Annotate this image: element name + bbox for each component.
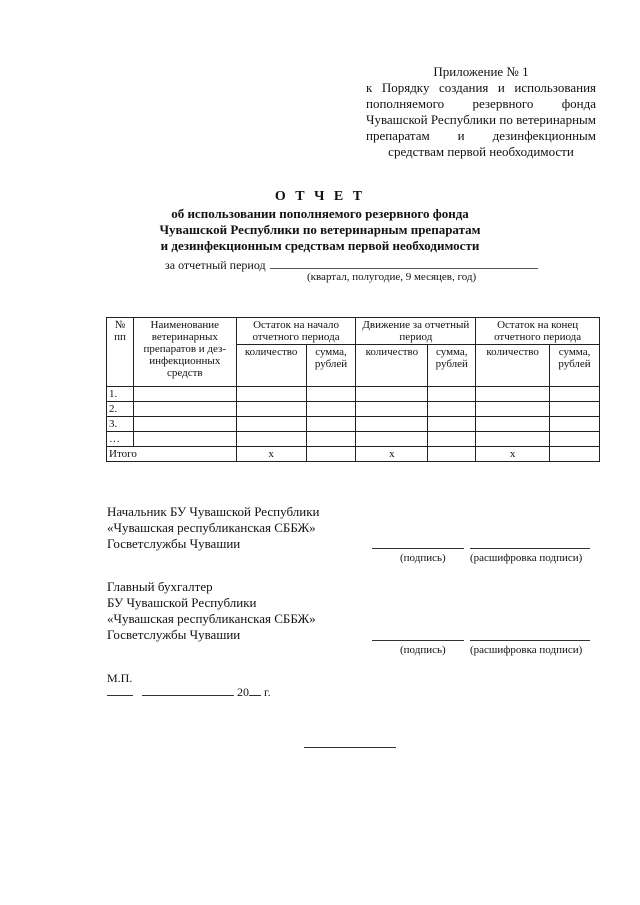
header-number: № пп xyxy=(107,318,134,387)
stamp-place-label: М.П. xyxy=(107,671,133,685)
signature-1-decode-caption: (расшифровка подписи) xyxy=(470,552,583,564)
total-label: Итого xyxy=(107,447,237,462)
signature-2-line-1: Главный бухгалтер xyxy=(107,579,213,594)
row-number: 1. xyxy=(107,387,134,402)
header-qty: количество xyxy=(236,345,306,387)
x-mark: х xyxy=(236,447,306,462)
header-sum: сумма, рублей xyxy=(550,345,600,387)
date-year-prefix: 20 xyxy=(237,685,249,699)
date-row xyxy=(107,684,271,700)
header-sum: сумма, рублей xyxy=(306,345,356,387)
header-name: Наименование ветеринарных препаратов и дез-инфекционных средств xyxy=(133,318,236,387)
signature-2-block xyxy=(107,579,316,643)
header-movement: Движение за отчетный период xyxy=(356,318,476,345)
table-row xyxy=(107,432,600,447)
signature-2-sign-caption: (подпись) xyxy=(400,644,446,656)
row-number: … xyxy=(107,432,134,447)
signature-1-block xyxy=(107,504,319,552)
signature-1-line-1: Начальник БУ Чувашской Республики xyxy=(107,504,320,519)
period-label: за отчетный период xyxy=(165,258,266,272)
signature-1-line-3: Госветслужбы Чувашии xyxy=(107,536,241,551)
period-field-line xyxy=(270,258,538,269)
signature-2-line-2: БУ Чувашской Республики xyxy=(107,595,257,610)
table-row xyxy=(107,387,600,402)
table-row xyxy=(107,402,600,417)
signature-2-decode-line xyxy=(470,640,590,641)
signature-2-sign-line xyxy=(372,640,464,641)
signature-1-decode-line xyxy=(470,548,590,549)
signature-1-line-2: «Чувашская республиканская СББЖ» xyxy=(107,520,316,535)
row-number: 3. xyxy=(107,417,134,432)
report-table xyxy=(106,317,600,462)
report-title-block xyxy=(0,188,640,254)
period-hint: (квартал, полугодие, 9 месяцев, год) xyxy=(307,271,477,283)
end-divider xyxy=(304,747,396,748)
appendix-title: Приложение № 1 xyxy=(433,64,529,79)
x-mark: х xyxy=(476,447,550,462)
signature-2-line-4: Госветслужбы Чувашии xyxy=(107,627,241,642)
signature-1-sign-caption: (подпись) xyxy=(400,552,446,564)
x-mark: х xyxy=(356,447,428,462)
report-title: О Т Ч Е Т xyxy=(274,189,366,204)
appendix-text: к Порядку создания и использования пополняемого резервного фонда Чувашской Республики по ветеринарным препаратам и дезинфекционным средствам первой необходимости xyxy=(366,80,596,159)
appendix-block xyxy=(366,64,596,160)
header-qty: количество xyxy=(476,345,550,387)
signature-2-line-3: «Чувашская республиканская СББЖ» xyxy=(107,611,316,626)
header-start-balance: Остаток на начало отчетного периода xyxy=(236,318,356,345)
row-number: 2. xyxy=(107,402,134,417)
date-year-line xyxy=(249,684,261,696)
date-day-line xyxy=(107,684,133,696)
report-subtitle-2: Чувашской Республики по ветеринарным препаратам xyxy=(159,222,481,237)
table-row xyxy=(107,417,600,432)
total-row xyxy=(107,447,600,462)
date-year-suffix: г. xyxy=(264,685,271,699)
report-subtitle-3: и дезинфекционным средствам первой необходимости xyxy=(160,238,480,253)
header-sum: сумма, рублей xyxy=(428,345,476,387)
date-month-line xyxy=(142,684,234,696)
signature-1-sign-line xyxy=(372,548,464,549)
header-end-balance: Остаток на конец отчетного периода xyxy=(476,318,600,345)
report-subtitle-1: об использовании пополняемого резервного фонда xyxy=(171,206,469,221)
header-qty: количество xyxy=(356,345,428,387)
signature-2-decode-caption: (расшифровка подписи) xyxy=(470,644,583,656)
